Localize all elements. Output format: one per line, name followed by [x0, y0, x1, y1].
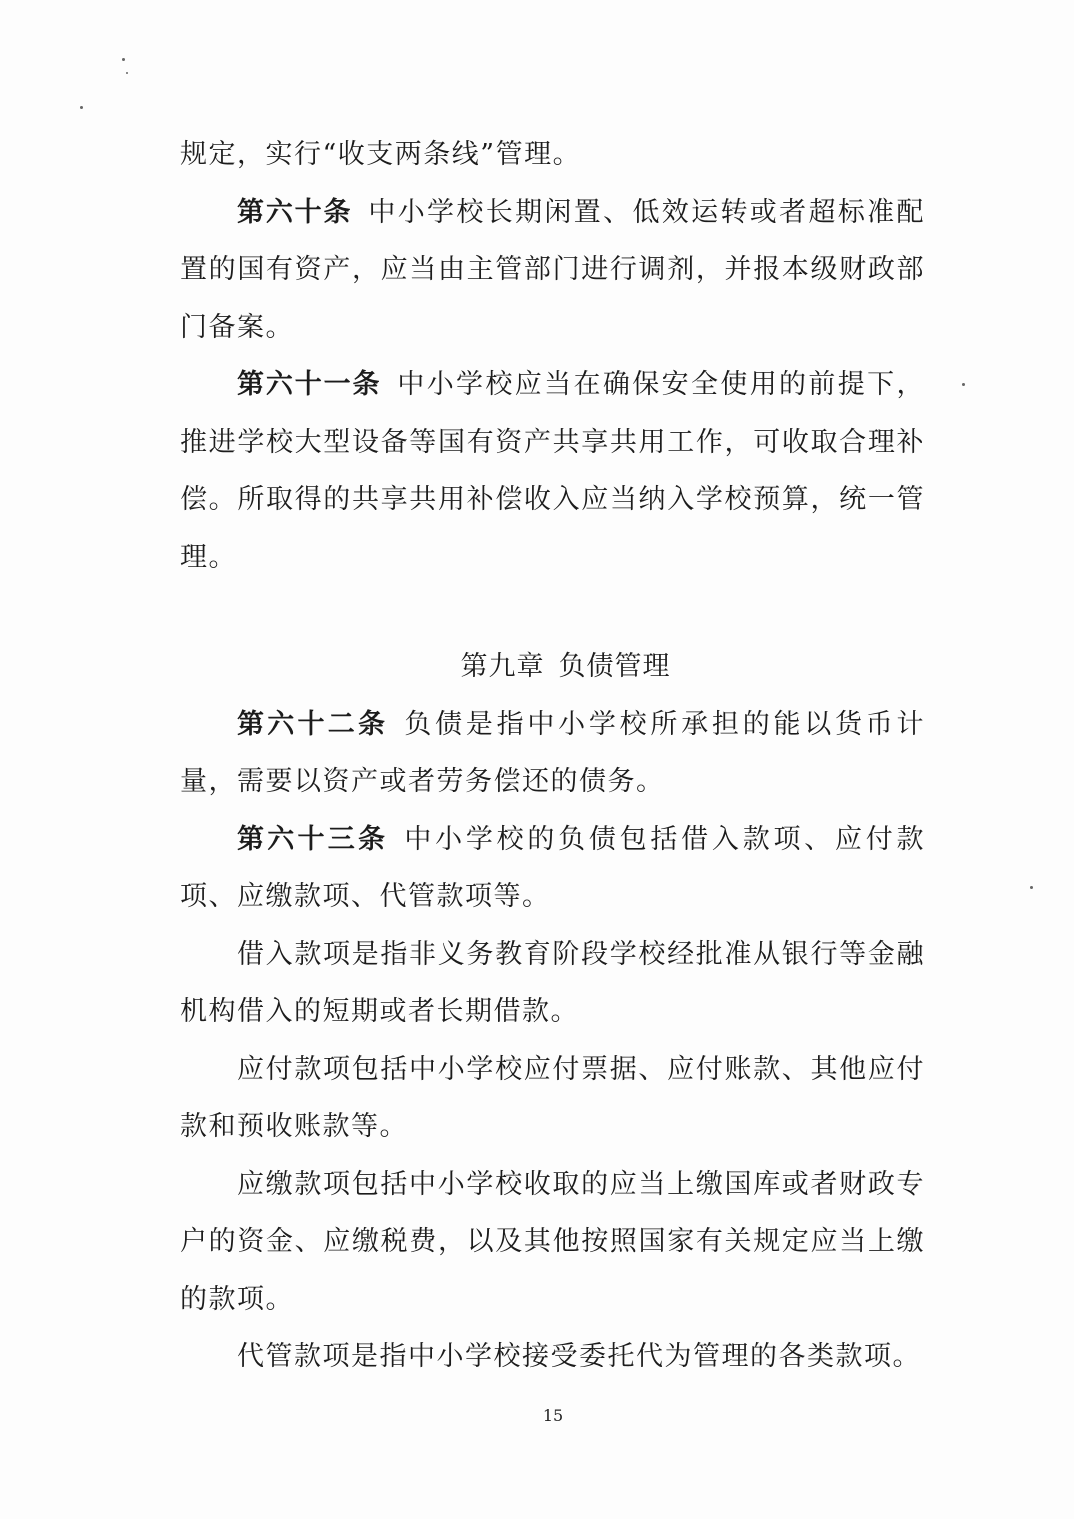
article-paragraph [180, 356, 925, 586]
paragraph-text: 中小学校的负债包括借入款项、应付款项、应缴款项、代管款项等。 [180, 823, 926, 912]
article-paragraph [180, 184, 925, 357]
paragraph [180, 1041, 925, 1156]
scan-speck [962, 383, 965, 386]
chapter-heading [180, 638, 925, 696]
paragraph-text: 负债是指中小学校所承担的能以货币计量，需要以资产或者劳务偿还的债务。 [180, 708, 926, 797]
paragraph-text: 中小学校应当在确保安全使用的前提下，推进学校大型设备等国有资产共享共用工作，可收取合理补偿。所取得的共享共用补偿收入应当纳入学校预算，统一管理。 [180, 369, 926, 573]
paragraph-text: 规定，实行“收支两条线”管理。 [180, 139, 582, 170]
article-paragraph [180, 696, 925, 811]
paragraph [180, 1156, 925, 1329]
document-body [180, 126, 925, 1386]
article-number: 第六十一条 [237, 369, 382, 400]
paragraph-text: 代管款项是指中小学校接受委托代为管理的各类款项。 [237, 1341, 921, 1372]
scan-speck [122, 58, 125, 61]
page-number: 15 [542, 1406, 564, 1425]
paragraph [180, 1328, 925, 1386]
article-number: 第六十二条 [237, 708, 389, 740]
chapter-number: 第九章 [460, 651, 545, 682]
article-paragraph [180, 811, 925, 926]
paragraph-text: 应付款项包括中小学校应付票据、应付账款、其他应付款和预收账款等。 [180, 1053, 925, 1142]
scan-speck [80, 106, 83, 109]
paragraph [180, 926, 925, 1041]
paragraph-text: 中小学校长期闲置、低效运转或者超标准配置的国有资产，应当由主管部门进行调剂，并报本级财政部门备案。 [180, 196, 926, 343]
chapter-title: 负债管理 [558, 651, 671, 682]
article-number: 第六十条 [237, 196, 353, 228]
scan-speck [1030, 886, 1033, 889]
paragraph-text: 借入款项是指非义务教育阶段学校经批准从银行等金融机构借入的短期或者长期借款。 [180, 938, 925, 1027]
paragraph-text: 应缴款项包括中小学校收取的应当上缴国库或者财政专户的资金、应缴税费，以及其他按照国家有关规定应当上缴的款项。 [180, 1168, 925, 1315]
paragraph [180, 126, 925, 184]
scan-speck [126, 72, 128, 74]
article-number: 第六十三条 [237, 823, 389, 855]
